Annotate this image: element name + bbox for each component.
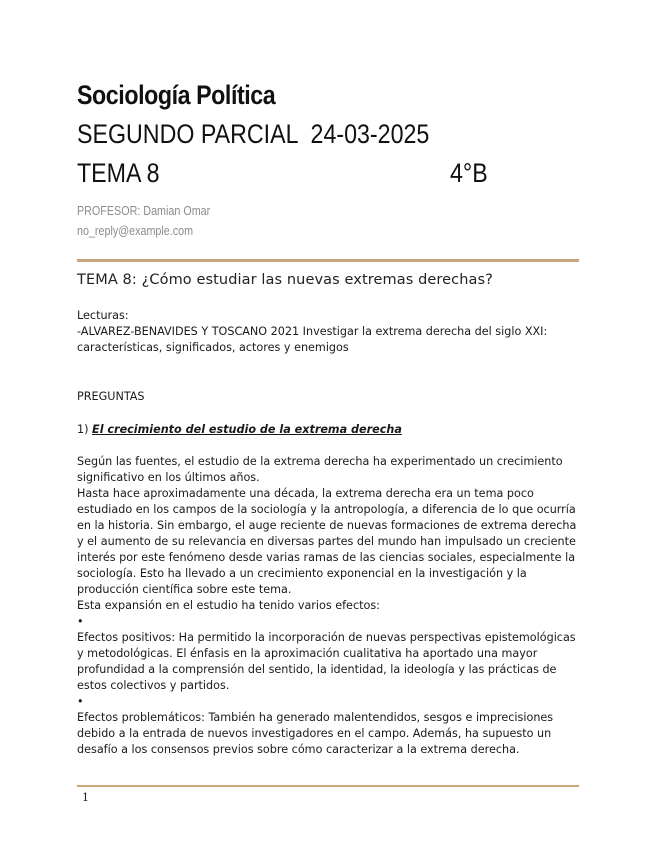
professor-email: no_reply@example.com [77,224,194,238]
questions-label [77,389,582,405]
answer-paragraph: Efectos problemáticos: También ha generado malentendidos, sesgos e imprecisiones debido a la entrada de nuevos investigadores en el campo. Además, ha supuesto un desafío a los consensos previos sobre cómo caracterizar a la extrema derecha. [77,711,554,756]
bullet-marker: • [77,615,84,628]
question-1 [77,422,582,438]
professor-name: PROFESOR: Damian Omar [77,204,211,218]
bullet-marker: • [77,695,84,708]
readings-section [77,308,582,356]
question-title: El crecimiento del estudio de la extrema derecha [92,423,402,436]
footer-divider [77,785,579,787]
page-number: 1 [82,791,89,804]
answer-paragraph: Hasta hace aproximadamente una década, la extrema derecha era un tema poco estudiado en los campos de la sociología y la antropología, a diferencia de lo que ocurría en la historia. Sin embargo, el auge reciente de nuevas formaciones de extrema derecha y el aumento de su relevancia en diversas partes del mundo han impulsado un creciente interés por este fenómeno desde varias ramas de las ciencias sociales, especialmente la sociología. Esto ha llevado a un crecimiento exponencial en la investigación y la producción científica sobre este tema. [77,487,577,596]
readings-label: Lecturas: [77,309,129,322]
answer-body [77,454,582,758]
answer-paragraph: Esta expansión en el estudio ha tenido varios efectos: [77,599,380,612]
exam-line: SEGUNDO PARCIAL 24-03-2025 [77,119,430,149]
header-divider [77,259,579,262]
group-label: 4°B [450,158,488,188]
answer-paragraph: Según las fuentes, el estudio de la extrema derecha ha experimentado un crecimiento significativo en los últimos años. [77,455,563,484]
tema-line: TEMA 8 [77,158,160,188]
topic-heading: TEMA 8: ¿Cómo estudiar las nuevas extremas derechas? [77,272,493,288]
question-number: 1) [77,423,89,436]
readings-reference: -ALVAREZ-BENAVIDES Y TOSCANO 2021 Investigar la extrema derecha del siglo XXI: características, significados, actores y enemigos [77,325,548,354]
document-title: Sociología Política [77,80,276,110]
answer-paragraph: Efectos positivos: Ha permitido la incorporación de nuevas perspectivas epistemológicas y metodológicas. El énfasis en la aproximación cualitativa ha aportado una mayor profundidad a la comprensión del sentido, la identidad, la ideología y las prácticas de estos colectivos y partidos. [77,631,576,692]
questions-heading: PREGUNTAS [77,390,145,403]
